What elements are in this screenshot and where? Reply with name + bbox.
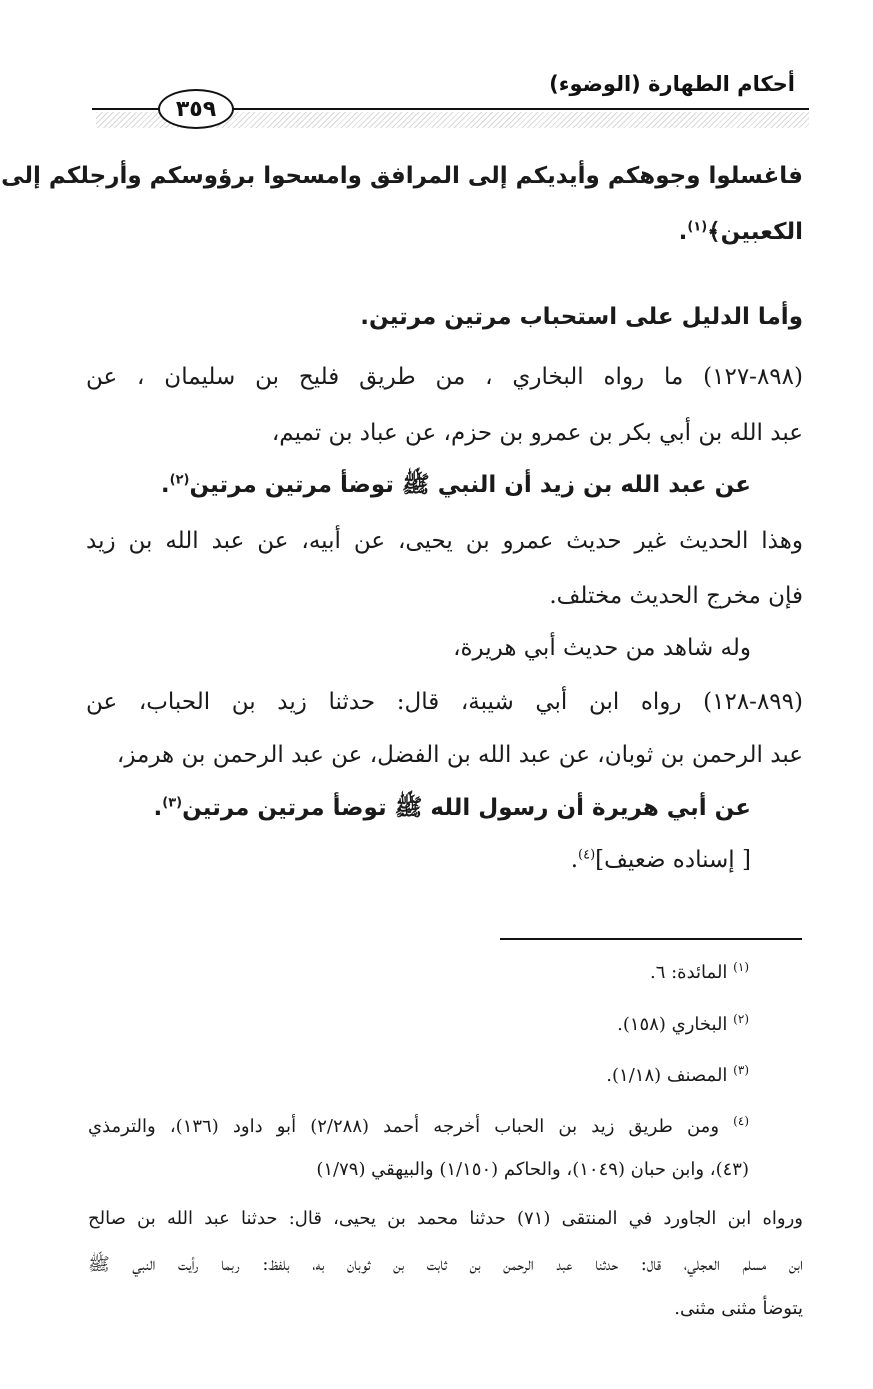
body-line-7: وهذا الحديث غير حديث عمرو بن يحيى، عن أبيه، عن عبد الله بن زيد: [86, 528, 803, 554]
footnote-number: (٤): [733, 1114, 749, 1128]
footnote-ref-4: (٤): [578, 847, 596, 863]
footnote-ref-2: (٢): [169, 472, 190, 488]
body-line-4: (٨٩٨-١٢٧) ما رواه البخاري ، من طريق فليح بن سليمان ، عن: [86, 364, 803, 390]
body-line-9: وله شاهد من حديث أبي هريرة،: [453, 635, 751, 661]
footnote-4-line-3: ورواه ابن الجاورد في المنتقى (٧١) حدثنا محمد بن يحيى، قال: حدثنا عبد الله بن صالح: [88, 1208, 803, 1229]
body-line-5: عبد الله بن أبي بكر بن عمرو بن حزم، عن عباد بن تميم،: [271, 420, 803, 446]
footnote-text: البخاري (١٥٨).: [617, 1014, 728, 1035]
body-line-1: فاغسلوا وجوهكم وأيديكم إلى المرافق وامسحوا برؤوسكم وأرجلكم إلى: [1, 163, 803, 189]
footnote-4-line-1: [88, 1116, 749, 1138]
footnote-text: المصنف (١/١٨).: [606, 1065, 728, 1086]
footnote-4-line-5: يتوضأ مثنى مثنى.: [674, 1298, 803, 1319]
section-heading: وأما الدليل على استحباب مرتين مرتين.: [360, 304, 803, 330]
body-line-11: عبد الرحمن بن ثوبان، عن عبد الله بن الفضل، عن عبد الرحمن بن هرمز،: [116, 742, 803, 768]
header-rule: [226, 108, 809, 110]
footnote-number: (٢): [733, 1012, 749, 1026]
footnote-text: المائدة: ٦.: [649, 962, 728, 983]
footnote-number: (١): [733, 960, 749, 974]
punctuation: .: [678, 219, 688, 245]
hadith-text-1: [161, 472, 751, 500]
footnote-1: [650, 962, 749, 984]
footnote-number: (٣): [733, 1063, 749, 1077]
page-number: ٣٥٩: [158, 89, 234, 129]
header-rule: [92, 108, 160, 110]
running-title: أحكام الطهارة (الوضوء): [549, 72, 795, 96]
footnote-separator: [500, 938, 802, 940]
body-line-8: فإن مخرج الحديث مختلف.: [549, 583, 803, 609]
hadith-text-2: [154, 795, 751, 823]
grading-text: [ إسناده ضعيف]: [595, 847, 751, 873]
grading-line: [571, 847, 751, 875]
footnote-ref-3: (٣): [162, 795, 183, 811]
body-line-2: [679, 219, 803, 247]
body-line-10: (٨٩٩-١٢٨) رواه ابن أبي شيبة، قال: حدثنا زيد بن الحباب، عن: [86, 689, 803, 715]
punctuation: .: [160, 472, 170, 498]
punctuation: .: [570, 847, 578, 873]
hadith-matn: عن أبي هريرة أن رسول الله ﷺ توضأ مرتين مرتين: [182, 795, 751, 821]
footnote-ref-1: (١): [687, 219, 708, 235]
hadith-matn: عن عبد الله بن زيد أن النبي ﷺ توضأ مرتين مرتين: [189, 472, 751, 498]
footnote-4-line-4: ابن مسلم العجلي، قال: حدثنا عبد الرحمن بن ثابت بن ثوبان به، بلفظ: ربما رأيت النبي ﷺ: [88, 1254, 803, 1275]
footnote-3: [606, 1065, 749, 1087]
verse-end: الكعبين﴾: [707, 219, 803, 245]
footnote-text: ومن طريق زيد بن الحباب أخرجه أحمد (٢/٢٨٨) أبو داود (١٣٦)، والترمذي: [88, 1116, 720, 1137]
footnote-2: [617, 1014, 749, 1036]
punctuation: .: [153, 795, 163, 821]
footnote-4-line-2: (٤٣)، وابن حبان (١٠٤٩)، والحاكم (١/١٥٠) والبيهقي (١/٧٩): [316, 1159, 749, 1180]
